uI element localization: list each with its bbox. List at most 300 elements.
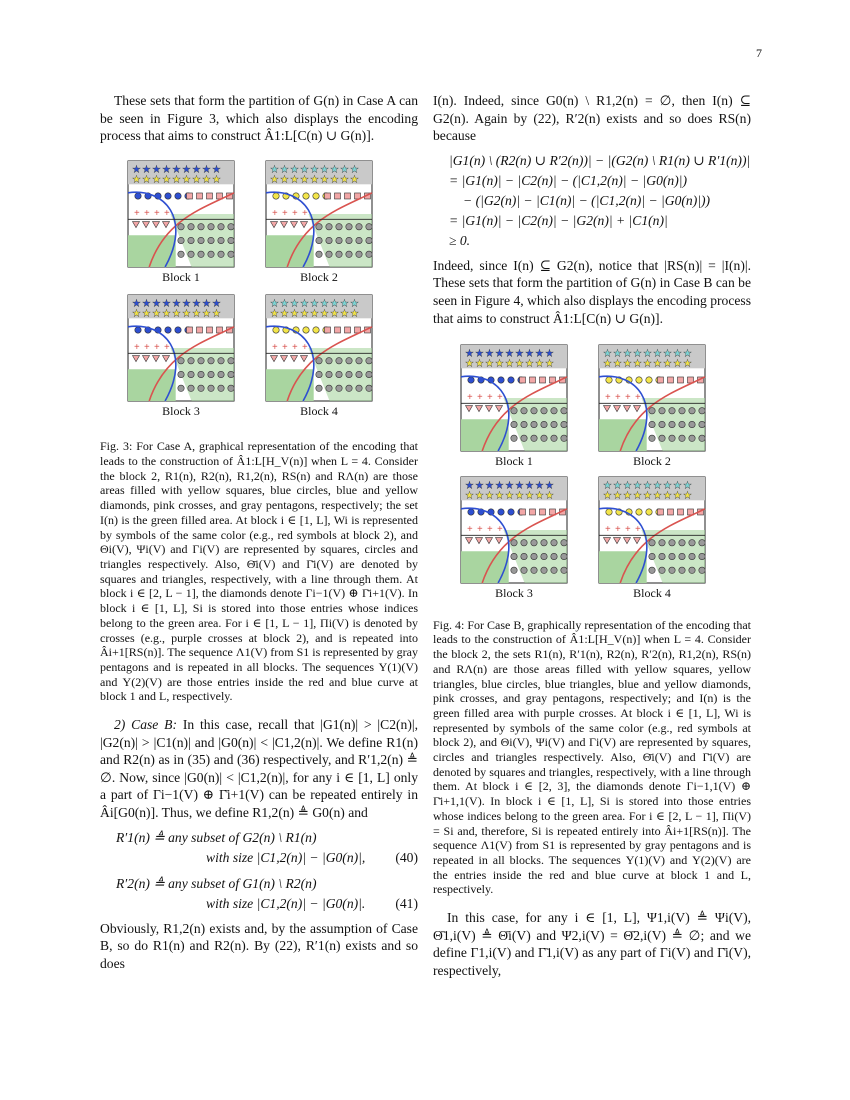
symbol-star: ★: [525, 348, 534, 360]
block-label: Block 4: [633, 586, 671, 601]
symbol-star: ★: [182, 164, 191, 176]
symbol-circle: [303, 327, 309, 333]
symbol-circle: [468, 377, 474, 383]
symbol-pentagon: [521, 421, 527, 427]
symbol-star: ★: [290, 308, 299, 320]
symbol-pentagon: [366, 371, 372, 377]
symbol-pentagon: [208, 357, 214, 363]
symbol-star: ★: [132, 174, 141, 186]
symbol-star: ★: [495, 358, 504, 370]
symbol-star: ★: [525, 358, 534, 370]
symbol-pentagon: [531, 435, 537, 441]
symbol-pentagon: [346, 371, 352, 377]
symbol-star: ★: [182, 298, 191, 310]
symbol-star: ★: [152, 164, 161, 176]
symbol-pentagon: [326, 357, 332, 363]
symbol-star: ★: [270, 164, 279, 176]
symbol-pentagon: [669, 435, 675, 441]
symbol-pentagon: [346, 223, 352, 229]
symbol-pentagon: [561, 553, 567, 559]
symbol-star: ★: [340, 174, 349, 186]
symbol-star: ★: [623, 480, 632, 492]
symbol-pentagon: [669, 408, 675, 414]
symbol-star: ★: [465, 348, 474, 360]
symbol-pentagon: [679, 435, 685, 441]
intro-paragraph: These sets that form the partition of G(n) in Case A can be seen in Figure 3, which also displays the encoding process that aims to construct Â1:L[C(n) ∪ G(n)].: [100, 93, 418, 144]
symbol-pentagon: [699, 408, 705, 414]
symbol-cross: +: [292, 341, 298, 353]
symbol-pentagon: [679, 540, 685, 546]
symbol-square: [657, 509, 663, 515]
symbol-cross: +: [154, 207, 160, 219]
green-area: [128, 235, 176, 267]
inequality-block: [449, 151, 751, 251]
symbol-pentagon: [561, 435, 567, 441]
symbol-star: ★: [270, 308, 279, 320]
block-1: [461, 345, 567, 468]
symbol-star: ★: [270, 298, 279, 310]
symbol-star: ★: [525, 480, 534, 492]
symbol-star: ★: [673, 480, 682, 492]
eq41-line-b: with size |C1,2(n)| − |G0(n)|.: [206, 895, 366, 911]
symbol-cross: +: [605, 524, 611, 536]
symbol-star: ★: [172, 298, 181, 310]
symbol-star: ★: [152, 298, 161, 310]
symbol-circle: [636, 509, 642, 515]
symbol-pentagon: [228, 371, 234, 377]
symbol-star: ★: [663, 480, 672, 492]
symbol-star: ★: [202, 164, 211, 176]
symbol-cross: +: [154, 341, 160, 353]
symbol-pentagon: [659, 435, 665, 441]
eq41-line-a: R′2(n) ≜ any subset of G1(n) \ R2(n): [116, 875, 317, 891]
eq-line-4: = |G1(n)| − |C2(n)| − |G2(n)| + |C1(n)|: [449, 212, 668, 228]
symbol-star: ★: [172, 308, 181, 320]
symbol-star: ★: [270, 174, 279, 186]
symbol-star: ★: [192, 174, 201, 186]
symbol-pentagon: [356, 371, 362, 377]
symbol-pentagon: [198, 237, 204, 243]
symbol-star: ★: [212, 308, 221, 320]
symbol-pentagon: [561, 567, 567, 573]
symbol-pentagon: [326, 385, 332, 391]
symbol-star: ★: [300, 174, 309, 186]
symbol-pentagon: [208, 237, 214, 243]
symbol-star: ★: [290, 164, 299, 176]
symbol-star: ★: [350, 164, 359, 176]
symbol-star: ★: [633, 358, 642, 370]
symbol-star: ★: [300, 298, 309, 310]
symbol-star: ★: [310, 298, 319, 310]
symbol-square: [186, 193, 192, 199]
symbol-pentagon: [346, 385, 352, 391]
symbol-star: ★: [162, 308, 171, 320]
symbol-circle: [508, 509, 514, 515]
symbol-star: ★: [280, 174, 289, 186]
symbol-pentagon: [659, 540, 665, 546]
symbol-star: ★: [350, 298, 359, 310]
symbol-cross: +: [625, 524, 631, 536]
symbol-pentagon: [669, 421, 675, 427]
symbol-circle: [606, 377, 612, 383]
symbol-star: ★: [340, 164, 349, 176]
symbol-cross: +: [272, 207, 278, 219]
symbol-pentagon: [228, 251, 234, 257]
symbol-star: ★: [152, 174, 161, 186]
symbol-star: ★: [202, 174, 211, 186]
symbol-star: ★: [653, 490, 662, 502]
right-column: [433, 92, 751, 979]
symbol-pentagon: [336, 251, 342, 257]
symbol-pentagon: [188, 371, 194, 377]
equation-41: [116, 874, 418, 914]
symbol-square: [677, 509, 683, 515]
symbol-square: [344, 193, 350, 199]
symbol-cross: +: [134, 341, 140, 353]
symbol-star: ★: [290, 174, 299, 186]
symbol-star: ★: [465, 358, 474, 370]
symbol-square: [667, 377, 673, 383]
symbol-pentagon: [649, 408, 655, 414]
symbol-pentagon: [356, 357, 362, 363]
symbol-circle: [498, 509, 504, 515]
symbol-pentagon: [511, 553, 517, 559]
eq40-line-a: R′1(n) ≜ any subset of G2(n) \ R1(n): [116, 829, 317, 845]
symbol-star: ★: [653, 358, 662, 370]
symbol-star: ★: [653, 348, 662, 360]
symbol-pentagon: [188, 385, 194, 391]
symbol-pentagon: [521, 540, 527, 546]
symbol-star: ★: [683, 348, 692, 360]
symbol-star: ★: [643, 348, 652, 360]
symbol-pentagon: [699, 540, 705, 546]
symbol-square: [529, 509, 535, 515]
symbol-pentagon: [669, 540, 675, 546]
symbol-pentagon: [669, 553, 675, 559]
symbol-pentagon: [699, 435, 705, 441]
block-label: Block 4: [300, 403, 338, 418]
symbol-pentagon: [356, 237, 362, 243]
symbol-pentagon: [561, 421, 567, 427]
symbol-pentagon: [699, 421, 705, 427]
green-area: [461, 419, 509, 451]
symbol-star: ★: [192, 308, 201, 320]
symbol-pentagon: [208, 371, 214, 377]
symbol-circle: [636, 377, 642, 383]
symbol-pentagon: [326, 223, 332, 229]
symbol-pentagon: [689, 435, 695, 441]
symbol-star: ★: [535, 358, 544, 370]
symbol-circle: [303, 193, 309, 199]
symbol-pentagon: [551, 540, 557, 546]
symbol-pentagon: [511, 408, 517, 414]
symbol-star: ★: [643, 490, 652, 502]
symbol-pentagon: [198, 251, 204, 257]
symbol-star: ★: [310, 174, 319, 186]
symbol-cross: +: [144, 207, 150, 219]
symbol-star: ★: [603, 490, 612, 502]
symbol-star: ★: [142, 298, 151, 310]
symbol-square: [196, 193, 202, 199]
symbol-cross: +: [144, 341, 150, 353]
symbol-pentagon: [366, 357, 372, 363]
symbol-square: [186, 327, 192, 333]
symbol-star: ★: [485, 480, 494, 492]
symbol-cross: +: [467, 524, 473, 536]
green-area: [599, 419, 647, 451]
symbol-pentagon: [659, 567, 665, 573]
symbol-pentagon: [188, 357, 194, 363]
symbol-pentagon: [316, 357, 322, 363]
symbol-star: ★: [132, 308, 141, 320]
symbol-star: ★: [673, 358, 682, 370]
symbol-star: ★: [515, 480, 524, 492]
symbol-cross: +: [292, 207, 298, 219]
symbol-pentagon: [531, 421, 537, 427]
symbol-star: ★: [515, 348, 524, 360]
symbol-pentagon: [316, 237, 322, 243]
symbol-pentagon: [326, 251, 332, 257]
symbol-square: [334, 327, 340, 333]
symbol-pentagon: [521, 567, 527, 573]
symbol-star: ★: [613, 490, 622, 502]
symbol-pentagon: [699, 553, 705, 559]
symbol-cross: +: [164, 207, 170, 219]
symbol-star: ★: [495, 348, 504, 360]
symbol-pentagon: [366, 223, 372, 229]
symbol-pentagon: [689, 567, 695, 573]
symbol-star: ★: [545, 358, 554, 370]
symbol-star: ★: [603, 348, 612, 360]
symbol-pentagon: [531, 567, 537, 573]
symbol-pentagon: [208, 251, 214, 257]
symbol-pentagon: [551, 435, 557, 441]
block-label: Block 2: [633, 454, 671, 469]
symbol-star: ★: [613, 348, 622, 360]
symbol-pentagon: [228, 385, 234, 391]
symbol-pentagon: [551, 553, 557, 559]
symbol-star: ★: [505, 348, 514, 360]
symbol-star: ★: [613, 358, 622, 370]
block-label: Block 3: [495, 586, 533, 601]
symbol-pentagon: [178, 385, 184, 391]
symbol-star: ★: [485, 490, 494, 502]
symbol-star: ★: [172, 164, 181, 176]
symbol-pentagon: [326, 237, 332, 243]
symbol-circle: [468, 509, 474, 515]
figure-3: [100, 157, 418, 430]
symbol-pentagon: [198, 223, 204, 229]
symbol-star: ★: [643, 358, 652, 370]
symbol-pentagon: [689, 553, 695, 559]
symbol-square: [519, 509, 525, 515]
symbol-star: ★: [495, 490, 504, 502]
symbol-pentagon: [551, 408, 557, 414]
symbol-pentagon: [336, 357, 342, 363]
symbol-star: ★: [202, 298, 211, 310]
symbol-circle: [135, 193, 141, 199]
symbol-pentagon: [521, 435, 527, 441]
symbol-star: ★: [673, 490, 682, 502]
symbol-star: ★: [633, 480, 642, 492]
symbol-pentagon: [649, 540, 655, 546]
symbol-star: ★: [320, 308, 329, 320]
green-area: [266, 235, 314, 267]
symbol-pentagon: [178, 223, 184, 229]
obviously-paragraph: Obviously, R1,2(n) exists and, by the assumption of Case B, so do R1(n) and R2(n). By (22), R′1(n) exists and so does: [100, 920, 418, 971]
block-1: [128, 161, 234, 284]
symbol-square: [196, 327, 202, 333]
symbol-pentagon: [679, 408, 685, 414]
symbol-pentagon: [188, 251, 194, 257]
symbol-cross: +: [635, 524, 641, 536]
symbol-circle: [165, 327, 171, 333]
symbol-pentagon: [551, 567, 557, 573]
symbol-star: ★: [475, 480, 484, 492]
symbol-pentagon: [649, 553, 655, 559]
symbol-pentagon: [649, 435, 655, 441]
symbol-pentagon: [228, 237, 234, 243]
symbol-cross: +: [615, 392, 621, 404]
symbol-cross: +: [487, 392, 493, 404]
symbol-star: ★: [633, 490, 642, 502]
symbol-square: [206, 327, 212, 333]
symbol-cross: +: [497, 524, 503, 536]
symbol-cross: +: [605, 392, 611, 404]
symbol-star: ★: [535, 490, 544, 502]
symbol-cross: +: [302, 207, 308, 219]
symbol-pentagon: [356, 223, 362, 229]
symbol-star: ★: [310, 164, 319, 176]
symbol-pentagon: [218, 385, 224, 391]
symbol-star: ★: [663, 490, 672, 502]
symbol-pentagon: [336, 223, 342, 229]
symbol-star: ★: [152, 308, 161, 320]
symbol-pentagon: [228, 357, 234, 363]
symbol-star: ★: [475, 348, 484, 360]
symbol-square: [677, 377, 683, 383]
symbol-circle: [646, 509, 652, 515]
symbol-star: ★: [330, 164, 339, 176]
symbol-square: [529, 377, 535, 383]
symbol-pentagon: [178, 357, 184, 363]
symbol-square: [206, 193, 212, 199]
symbol-pentagon: [336, 371, 342, 377]
symbol-star: ★: [485, 348, 494, 360]
eq-line-5: ≥ 0.: [449, 232, 471, 248]
symbol-circle: [498, 377, 504, 383]
symbol-pentagon: [531, 553, 537, 559]
symbol-pentagon: [561, 540, 567, 546]
symbol-pentagon: [659, 408, 665, 414]
page-number: 7: [756, 46, 762, 60]
symbol-star: ★: [535, 348, 544, 360]
symbol-pentagon: [356, 251, 362, 257]
symbol-star: ★: [663, 358, 672, 370]
eq41-number: (41): [395, 895, 418, 911]
symbol-pentagon: [659, 421, 665, 427]
symbol-star: ★: [623, 490, 632, 502]
symbol-pentagon: [356, 385, 362, 391]
symbol-star: ★: [505, 480, 514, 492]
symbol-star: ★: [202, 308, 211, 320]
symbol-pentagon: [218, 237, 224, 243]
symbol-star: ★: [132, 298, 141, 310]
symbol-square: [334, 193, 340, 199]
symbol-star: ★: [340, 308, 349, 320]
symbol-star: ★: [633, 348, 642, 360]
block-label: Block 3: [162, 403, 200, 418]
symbol-pentagon: [316, 223, 322, 229]
symbol-star: ★: [320, 174, 329, 186]
symbol-cross: +: [164, 341, 170, 353]
symbol-circle: [135, 327, 141, 333]
symbol-pentagon: [188, 223, 194, 229]
symbol-star: ★: [330, 174, 339, 186]
symbol-pentagon: [649, 421, 655, 427]
symbol-star: ★: [545, 490, 554, 502]
symbol-star: ★: [603, 480, 612, 492]
symbol-cross: +: [282, 341, 288, 353]
eq40-number: (40): [395, 849, 418, 865]
symbol-star: ★: [613, 480, 622, 492]
symbol-star: ★: [350, 174, 359, 186]
symbol-star: ★: [280, 298, 289, 310]
symbol-pentagon: [316, 385, 322, 391]
equation-40: [116, 828, 418, 868]
symbol-pentagon: [228, 223, 234, 229]
symbol-pentagon: [679, 421, 685, 427]
symbol-star: ★: [132, 164, 141, 176]
block-3: [128, 295, 234, 418]
symbol-star: ★: [505, 490, 514, 502]
symbol-star: ★: [300, 308, 309, 320]
symbol-cross: +: [477, 392, 483, 404]
symbol-pentagon: [551, 421, 557, 427]
eq-line-2: = |G1(n)| − |C2(n)| − (|C1,2(n)| − |G0(n)|): [449, 172, 687, 188]
symbol-star: ★: [623, 348, 632, 360]
green-area: [461, 551, 509, 583]
symbol-cross: +: [635, 392, 641, 404]
symbol-star: ★: [212, 164, 221, 176]
symbol-cross: +: [272, 341, 278, 353]
symbol-cross: +: [625, 392, 631, 404]
symbol-pentagon: [336, 237, 342, 243]
symbol-cross: +: [497, 392, 503, 404]
symbol-pentagon: [511, 540, 517, 546]
figure-4-graphic: [433, 341, 751, 603]
symbol-pentagon: [531, 540, 537, 546]
symbol-star: ★: [192, 298, 201, 310]
symbol-pentagon: [326, 371, 332, 377]
symbol-circle: [273, 327, 279, 333]
symbol-pentagon: [669, 567, 675, 573]
symbol-cross: +: [134, 207, 140, 219]
symbol-pentagon: [336, 385, 342, 391]
symbol-pentagon: [541, 408, 547, 414]
symbol-circle: [313, 327, 319, 333]
symbol-star: ★: [475, 358, 484, 370]
symbol-square: [657, 377, 663, 383]
right-paragraph-3: In this case, for any i ∈ [1, L], Ψ1,i(V) ≜ Ψi(V), Θ̄1,i(V) ≜ Θ̄i(V) and Ψ2,i(V) = Θ̄2,i(V) ≜ ∅; and we define Γ1,i(V) and Γ̄1,i(V) as any part of Γi(V) and Γ̄i(V), respectively,: [433, 910, 751, 978]
symbol-pentagon: [316, 371, 322, 377]
symbol-star: ★: [465, 480, 474, 492]
symbol-star: ★: [280, 164, 289, 176]
symbol-pentagon: [521, 408, 527, 414]
green-area: [266, 369, 314, 401]
symbol-pentagon: [346, 237, 352, 243]
block-3: [461, 477, 567, 600]
